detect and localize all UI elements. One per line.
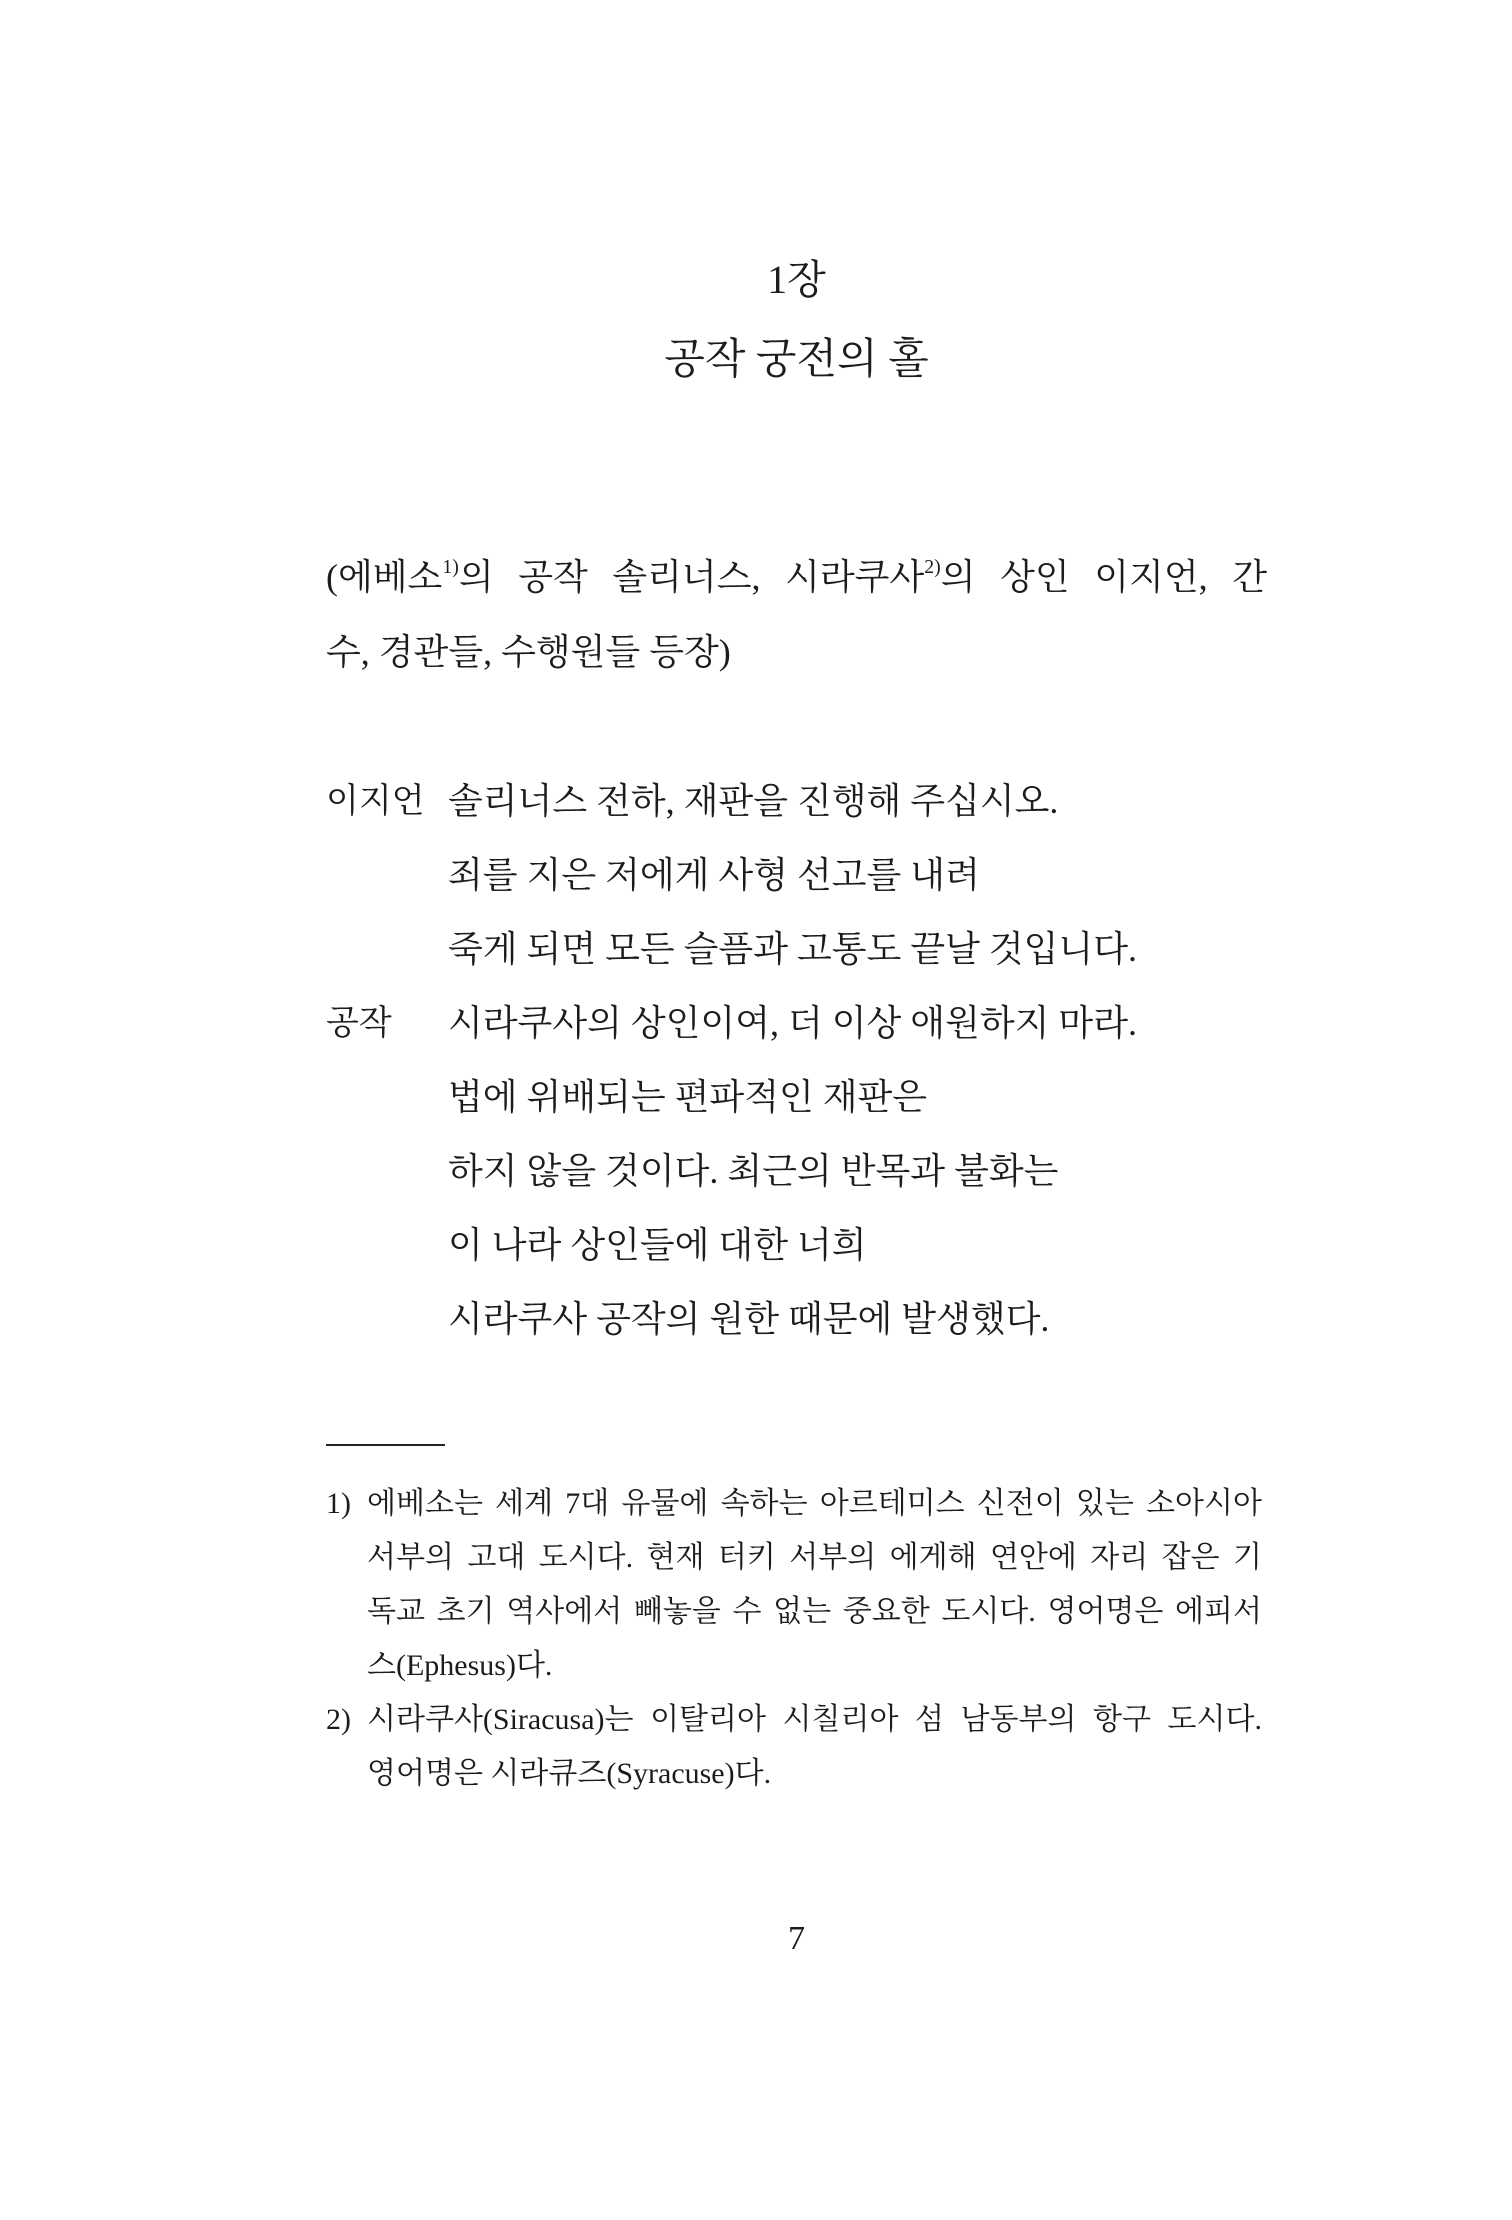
footnote-line: 시라쿠사(Siracusa)는 이탈리아 시칠리아 섬 남동부의 항구 도시다. — [367, 1703, 1262, 1736]
stage-text: 의 공작 솔리너스, 시라쿠사 — [458, 557, 925, 597]
verse-line: 하지 않을 것이다. 최근의 반목과 불화는 — [448, 1151, 1059, 1191]
verse-line: 시라쿠사 공작의 원한 때문에 발생했다. — [448, 1299, 1050, 1339]
footnote-line: 영어명은 시라큐즈(Syracuse)다. — [367, 1757, 772, 1790]
dialogue — [326, 764, 1267, 1356]
stage-text: 수, 경관들, 수행원들 등장) — [326, 632, 731, 672]
stage-direction-line — [326, 540, 1267, 615]
stage-text: (에베소 — [326, 557, 443, 597]
stage-direction-line — [326, 615, 1267, 690]
footnote — [326, 1477, 1267, 1693]
stage-text: 의 상인 이지언, 간 — [940, 557, 1267, 597]
verse-line: 죽게 되면 모든 슬픔과 고통도 끝날 것입니다. — [448, 929, 1137, 969]
footnote-marker: 1) — [326, 1487, 351, 1520]
speech — [326, 764, 1267, 986]
stage-direction — [326, 540, 1267, 690]
page-number: 7 — [788, 1920, 805, 1957]
verse-line: 죄를 지은 저에게 사형 선고를 내려 — [448, 855, 980, 895]
verse-line: 이 나라 상인들에 대한 너희 — [448, 1225, 867, 1265]
footnote-line: 스(Ephesus)다. — [367, 1649, 553, 1682]
footnote-text — [367, 1693, 1262, 1801]
speech-lines — [448, 986, 1137, 1356]
footnote-text — [367, 1477, 1262, 1693]
footnote-marker: 2) — [326, 1703, 351, 1736]
verse-line: 법에 위배되는 편파적인 재판은 — [448, 1077, 928, 1117]
footnote-line: 독교 초기 역사에서 빼놓을 수 없는 중요한 도시다. 영어명은 에피서 — [367, 1595, 1262, 1628]
verse-line: 시라쿠사의 상인이여, 더 이상 애원하지 마라. — [448, 1003, 1137, 1043]
footnote — [326, 1693, 1267, 1801]
footnote-separator — [326, 1444, 445, 1446]
footnote-line: 서부의 고대 도시다. 현재 터키 서부의 에게해 연안에 자리 잡은 기 — [367, 1541, 1262, 1574]
speech-lines — [448, 764, 1137, 986]
chapter-heading — [326, 239, 1267, 401]
chapter-title: 공작 궁전의 홀 — [664, 337, 929, 383]
footnote-reference: 2) — [924, 556, 941, 579]
footnote-line: 에베소는 세계 7대 유물에 속하는 아르테미스 신전이 있는 소아시아 — [367, 1487, 1262, 1520]
footnotes — [326, 1477, 1267, 1801]
verse-line: 솔리너스 전하, 재판을 진행해 주십시오. — [448, 781, 1059, 821]
speaker-name: 공작 — [326, 1004, 392, 1042]
footnote-reference: 1) — [442, 556, 459, 579]
speech — [326, 986, 1267, 1356]
speaker-name: 이지언 — [326, 782, 425, 820]
chapter-number: 1장 — [767, 257, 826, 302]
